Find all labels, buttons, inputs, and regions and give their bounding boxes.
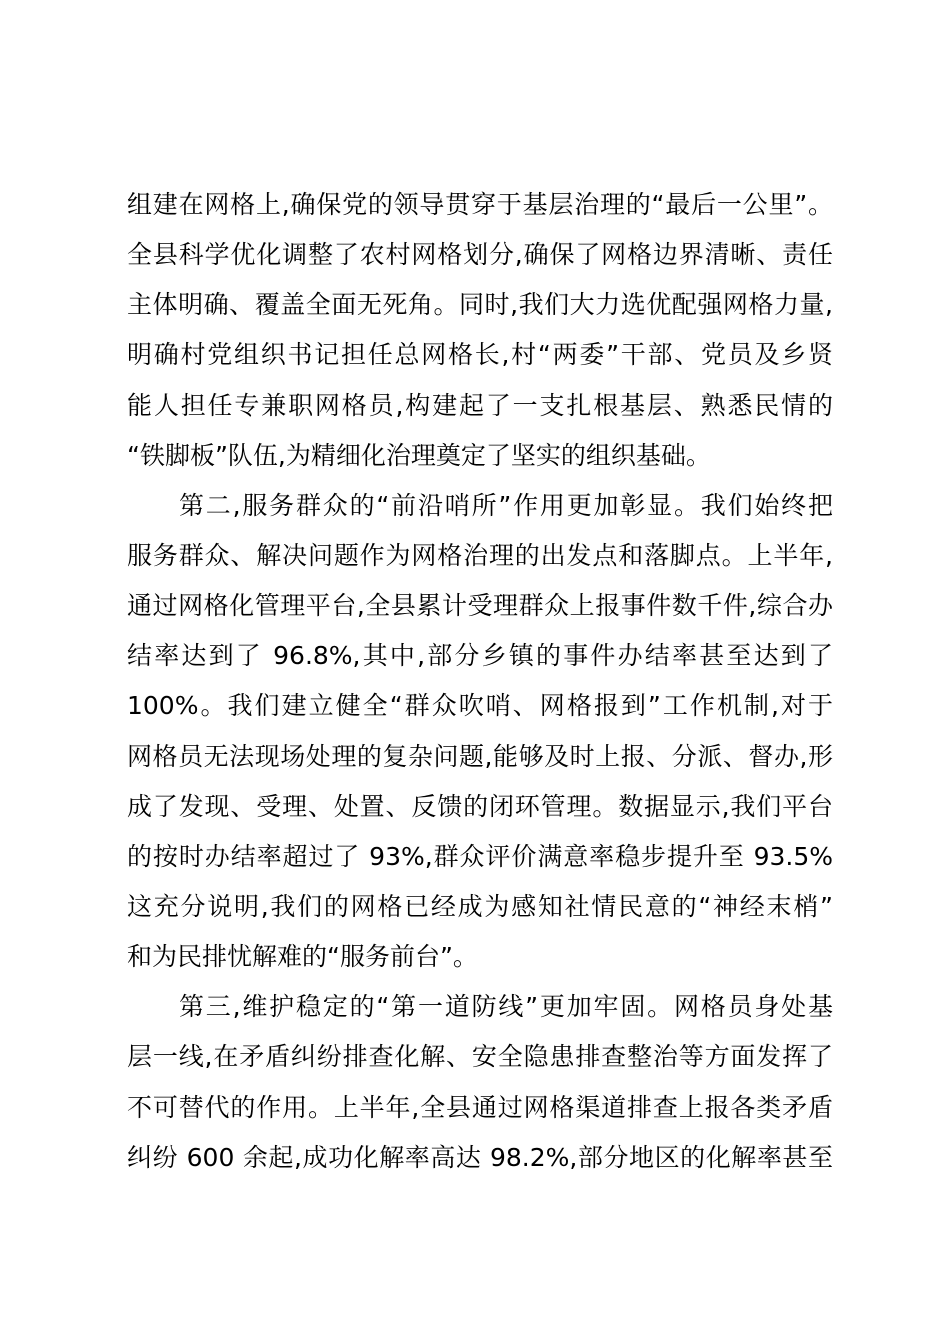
text-line: 的按时办结率超过了 93%,群众评价满意率稳步提升至 93.5% xyxy=(127,841,833,871)
text-line: 不可替代的作用。上半年,全县通过网格渠道排查上报各类矛盾 xyxy=(127,1092,833,1122)
text-line: 第二,服务群众的“前沿哨所”作用更加彰显。我们始终把 xyxy=(179,490,833,520)
text-line: 第三,维护稳定的“第一道防线”更加牢固。网格员身处基 xyxy=(179,992,833,1022)
text-line: “铁脚板”队伍,为精细化治理奠定了坚实的组织基础。 xyxy=(127,440,711,470)
text-line: 和为民排忧解难的“服务前台”。 xyxy=(127,942,478,972)
text-line: 成了发现、受理、处置、反馈的闭环管理。数据显示,我们平台 xyxy=(127,791,833,821)
text-line: 这充分说明,我们的网格已经成为感知社情民意的“神经末梢” xyxy=(127,891,833,921)
text-line: 明确村党组织书记担任总网格长,村“两委”干部、党员及乡贤 xyxy=(127,340,833,370)
text-line: 纠纷 600 余起,成功化解率高达 98.2%,部分地区的化解率甚至 xyxy=(127,1142,833,1172)
text-line: 能人担任专兼职网格员,构建起了一支扎根基层、熟悉民情的 xyxy=(127,390,833,420)
text-line: 网格员无法现场处理的复杂问题,能够及时上报、分派、督办,形 xyxy=(127,741,833,771)
text-line: 服务群众、解决问题作为网格治理的出发点和落脚点。上半年, xyxy=(127,540,833,570)
text-line: 层一线,在矛盾纠纷排查化解、安全隐患排查整治等方面发挥了 xyxy=(127,1042,833,1072)
text-line: 100%。我们建立健全“群众吹哨、网格报到”工作机制,对于 xyxy=(127,691,833,721)
text-line: 组建在网格上,确保党的领导贯穿于基层治理的“最后一公里”。 xyxy=(127,190,833,219)
text-line: 主体明确、覆盖全面无死角。同时,我们大力选优配强网格力量, xyxy=(127,290,833,320)
text-line: 结率达到了 96.8%,其中,部分乡镇的事件办结率甚至达到了 xyxy=(127,641,833,671)
body-text xyxy=(127,180,833,1183)
text-line: 通过网格化管理平台,全县累计受理群众上报事件数千件,综合办 xyxy=(127,591,833,621)
text-line: 全县科学优化调整了农村网格划分,确保了网格边界清晰、责任 xyxy=(127,240,833,270)
